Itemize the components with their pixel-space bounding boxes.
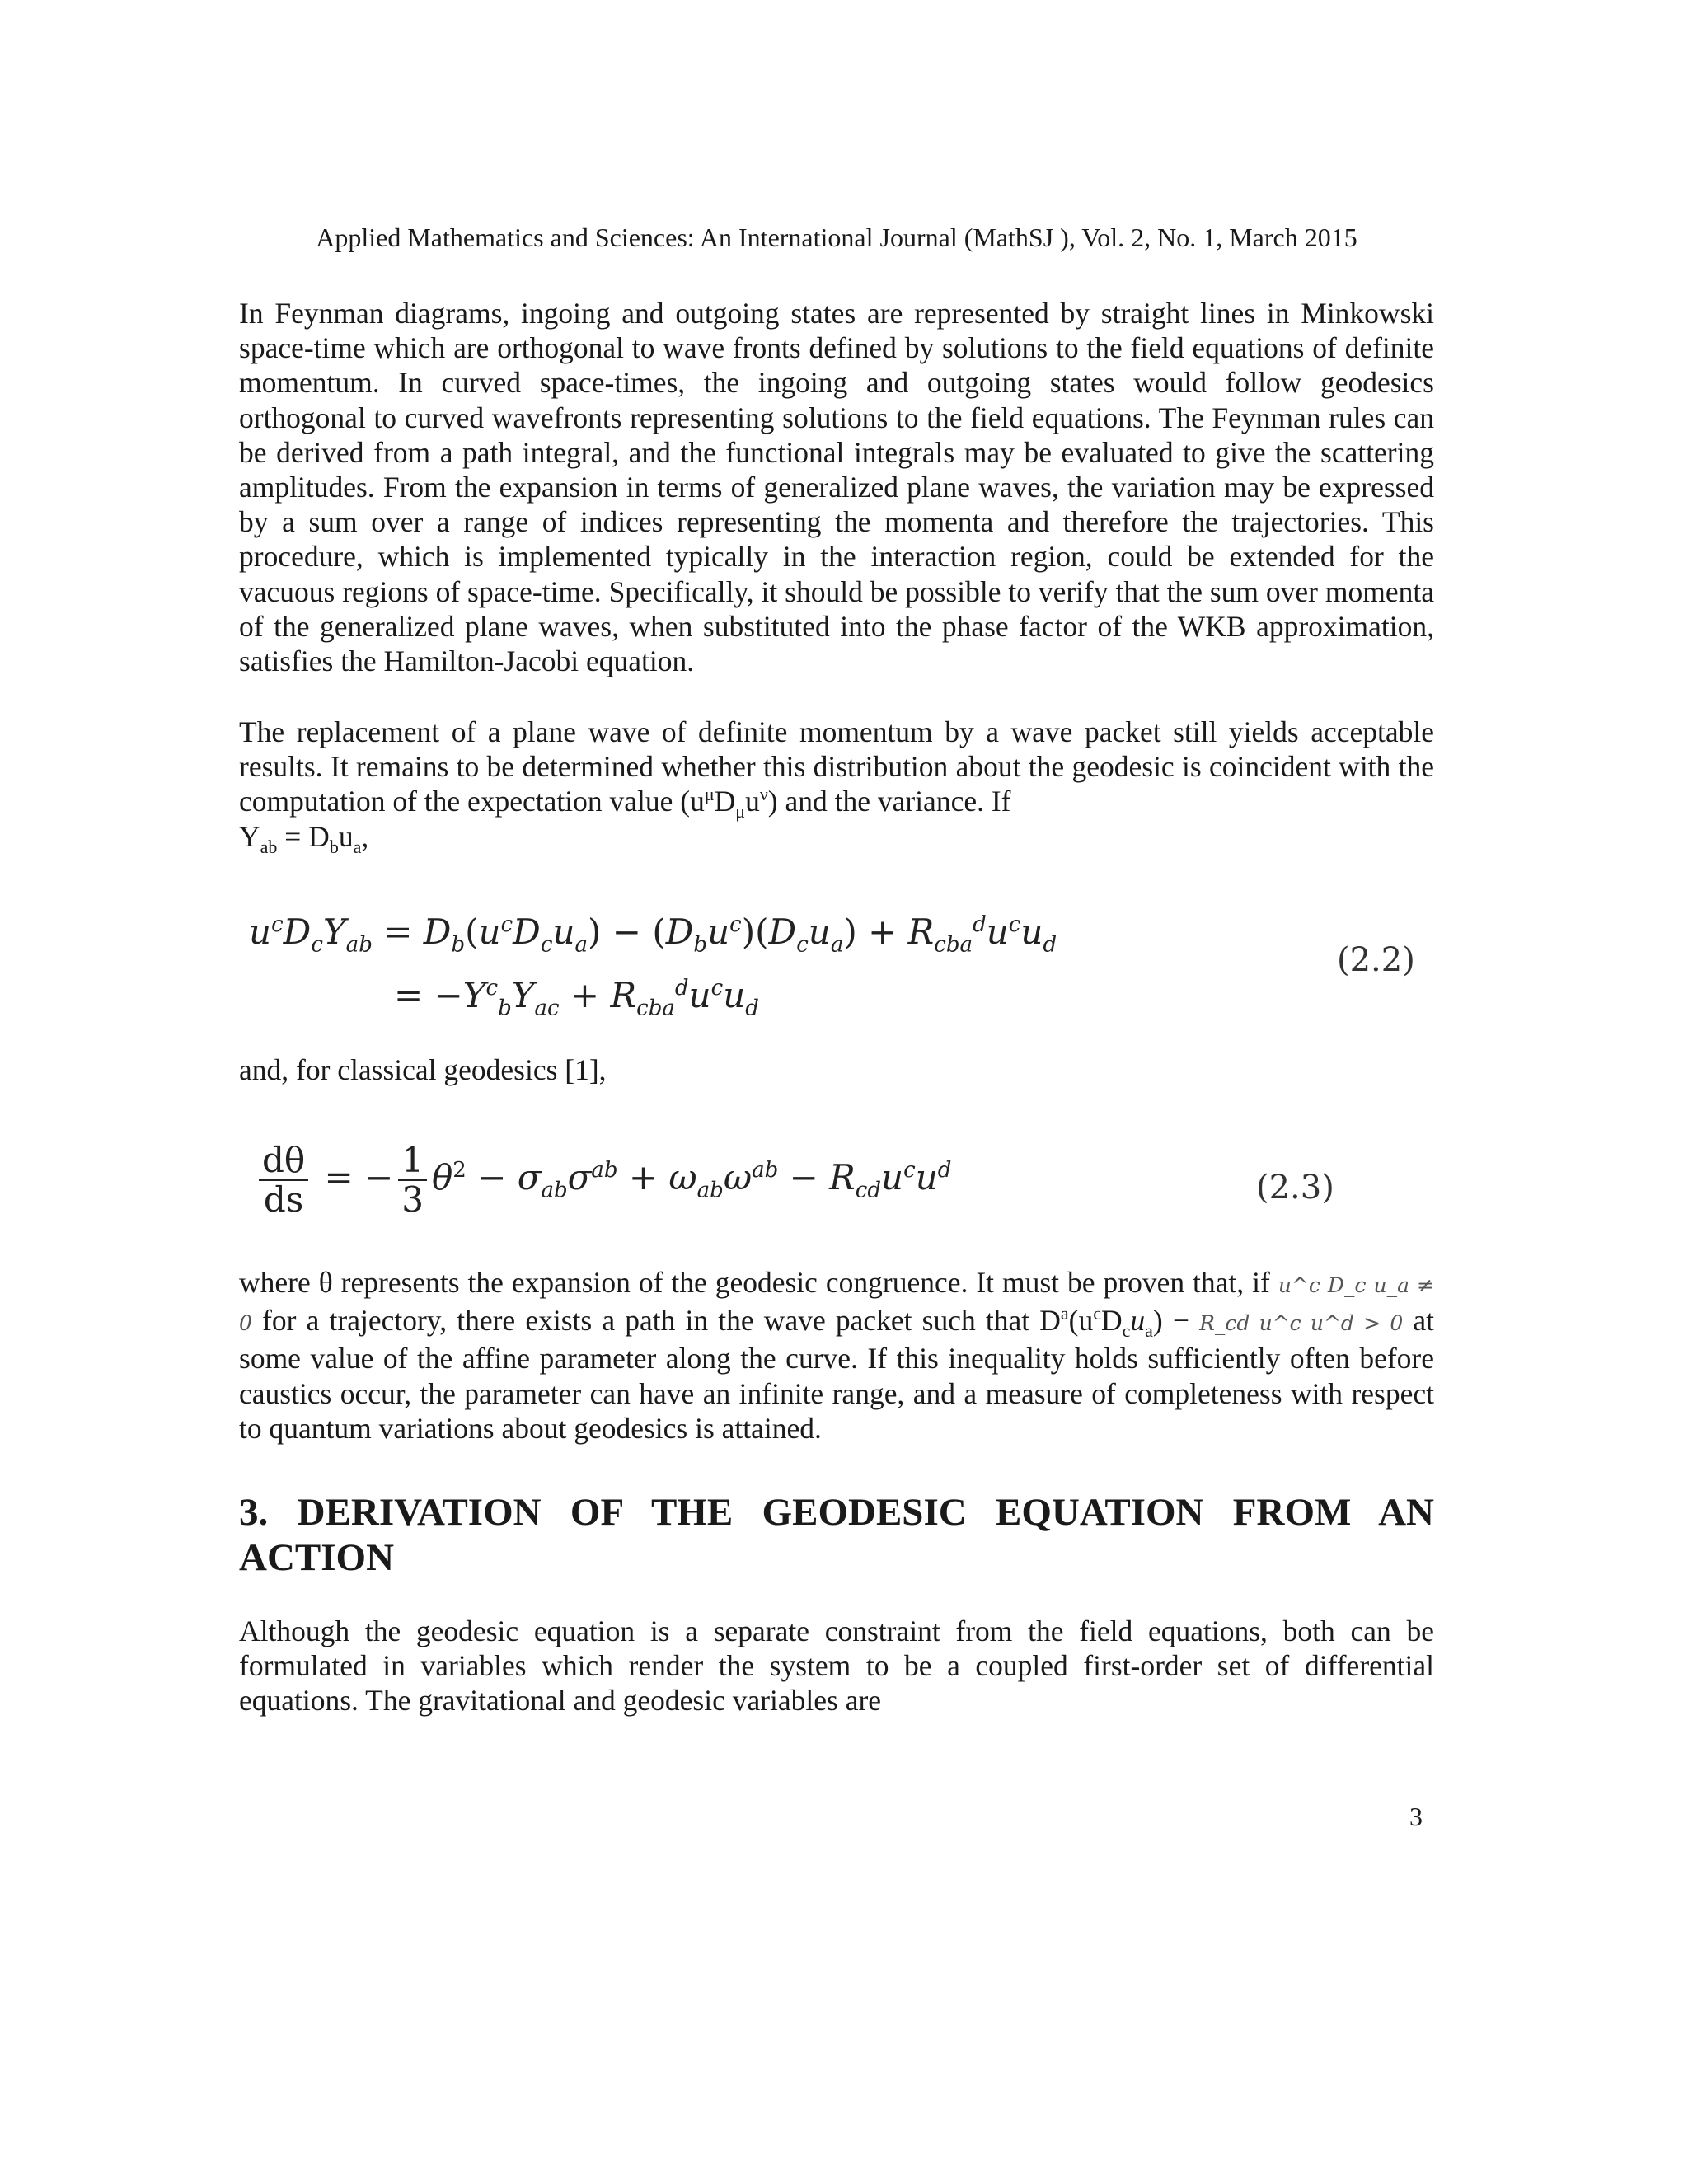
equation-number-2-3: (2.3) [1256,1169,1334,1207]
equation-2-3-fraction-denominator: 3 [401,1179,424,1220]
equation-2-3-lhs-fraction [259,1141,308,1219]
paragraph-derivation: Although the geodesic equation is a separate constraint from the field equations, both can be formulated in variables which render the system to be a coupled first-order set of differential equations. The gravitational and geodesic variables are [239,1615,1434,1718]
paragraph-classical-geodesics: and, for classical geodesics [1], [239,1053,607,1086]
section-heading [239,1490,1434,1581]
page-number: 3 [1409,1802,1423,1831]
equation-2-3-lhs-denominator: ds [263,1179,304,1220]
equation-2-3: $\frac{d\theta}{ds}$ = − $\frac{1}{3}$ $\theta^2 - \sigma_{ab}\sigma^{ab} + \omega_{ab}\omega^{ab} - R_{cd}u^cu^d$ [254,1141,951,1219]
inline-math-ricci: R_cd u^c u^d > 0 [1199,1311,1404,1336]
running-header: Applied Mathematics and Sciences: An International Journal (MathSJ ), Vol. 2, No. 1, March 2015 [316,223,1357,252]
equation-2-2-line1: $u^cD_cY_{ab} = D_b(u^cD_cu_a) - (D_bu^c)(D_cu_a) + R_{cba}^du^cu_d$ [249,912,1057,958]
paragraph-wave-packet-text: The replacement of a plane wave of definite momentum by a wave packet still yields acceptable results. It remains to be determined whether this distribution about the geodesic is coincident with the computation of the expectation value ( [239,715,1434,818]
paragraph-wave-packet: The replacement of a plane wave of definite momentum by a wave packet still yields acceptable results. It remains to be determined whether this distribution about the geodesic is coincident with the computation of the expectation value $(u^\mu D_\mu u^\nu)$ and the variance. If $Y_{ab} = D_bu_a$, [239,715,1434,857]
section-heading-line2: ACTION [239,1536,395,1579]
paragraph-expansion: where θ represents the expansion of the geodesic congruence. It must be proven that, if u^c D_c u_a ≠ 0 for a trajectory, there exists a path in the wave packet such that $D^a(u^cD_cu_a)$ − R_cd u^c u^d > 0 at some value of the affine parameter along the curve. If this inequality holds sufficiently often before caustics occur, the parameter can have an infinite range, and a measure of completeness with respect to quantum variations about geodesics is attained. [239,1266,1435,1445]
equation-number-2-2: (2.2) [1337,941,1415,979]
equation-2-2-line2: = $-Y^c_bY_{ac} + R_{cba}^du^cu_d$ [394,975,759,1021]
equation-2-3-lhs-numerator: dθ [259,1141,308,1181]
paragraph-feynman: In Feynman diagrams, ingoing and outgoing states are represented by straight lines in Minkowski space-time which are orthogonal to wave fronts defined by solutions to the field equations of definite momentum. In curved space-times, the ingoing and outgoing states would follow geodesics orthogonal to curved wavefronts representing solutions to the field equations. The Feynman rules can be derived from a path integral, and the functional integrals may be evaluated to give the scattering amplitudes. From the expansion in terms of generalized plane waves, the variation may be expressed by a sum over a range of indices representing the momenta and therefore the trajectories. This procedure, which is implemented typically in the interaction region, could be extended for the vacuous regions of space-time. Specifically, it should be possible to verify that the sum over momenta of the generalized plane waves, when substituted into the phase factor of the WKB approximation, satisfies the Hamilton-Jacobi equation. [239,297,1434,678]
section-heading-line1: 3. DERIVATION OF THE GEODESIC EQUATION FROM AN [239,1491,1434,1534]
equation-2-3-third-fraction [398,1141,427,1219]
equation-2-3-fraction-numerator: 1 [398,1141,427,1181]
inline-math-nonzero: u^c D_c u_a ≠ 0 [239,1273,1435,1336]
